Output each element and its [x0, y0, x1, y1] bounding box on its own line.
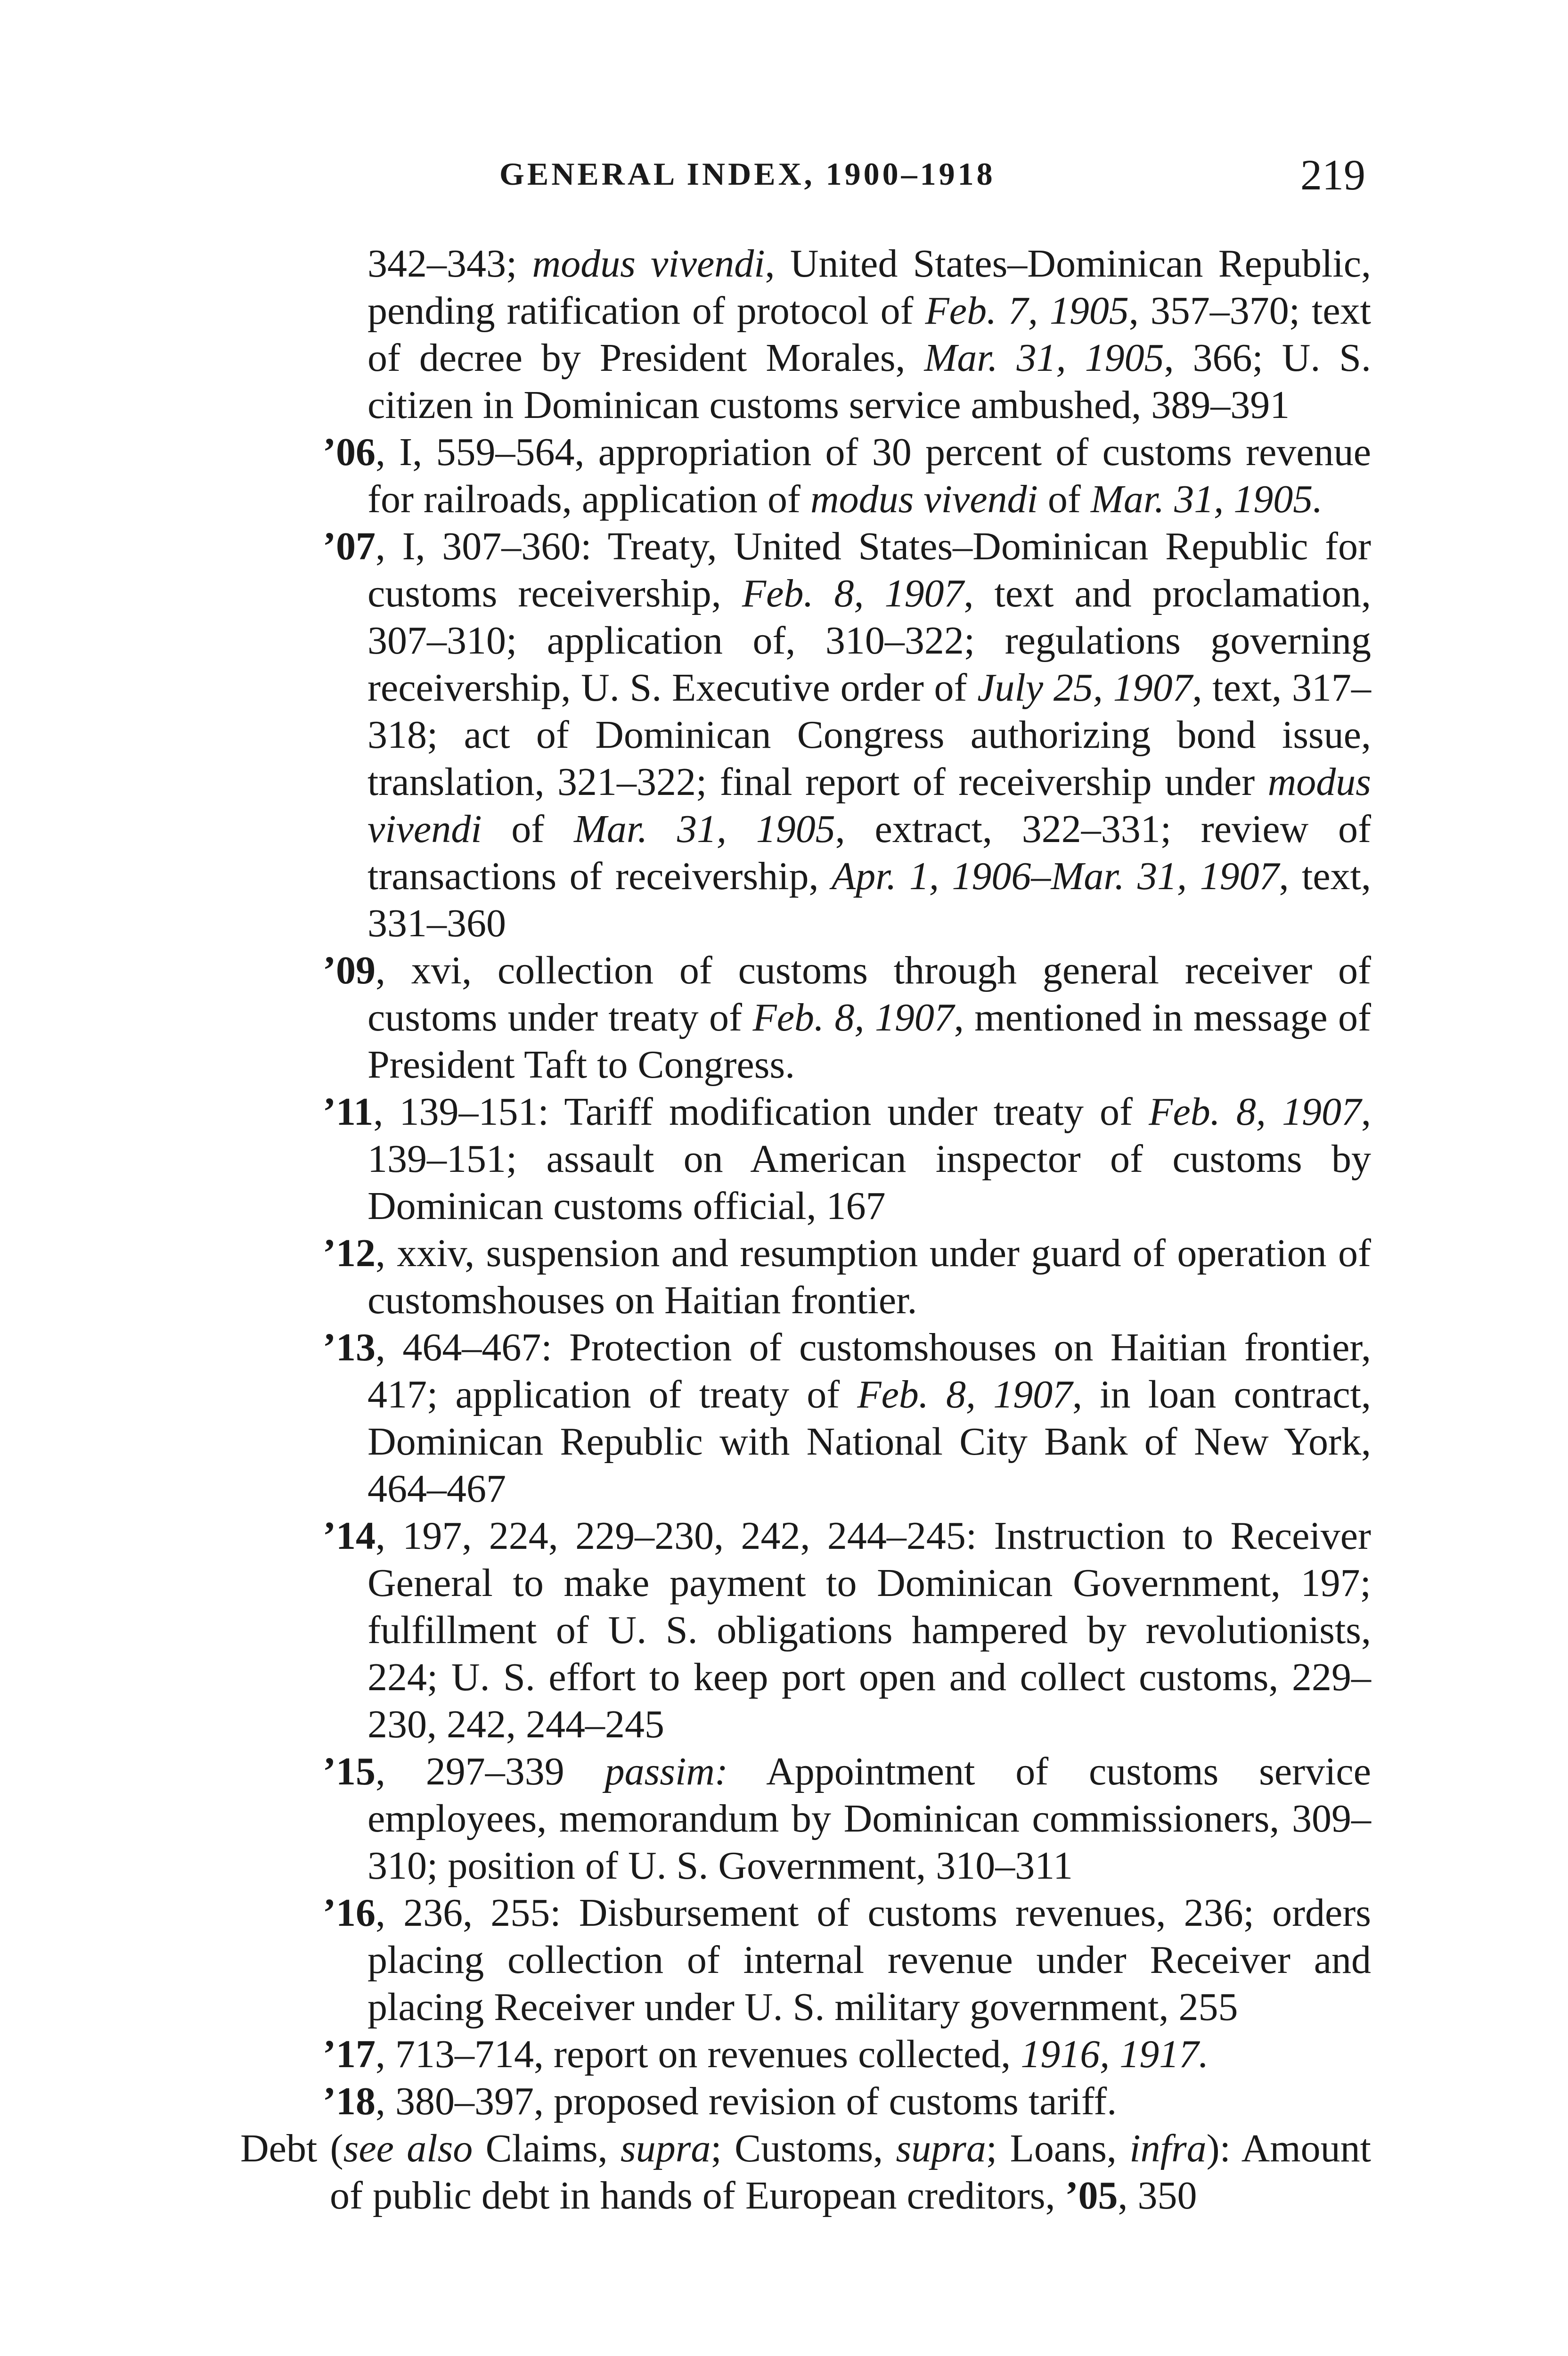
index-subentry-continued: 342–343; modus vivendi, United States–Dominican Republic, pending ratification of protocol of Feb. 7, 1905, 357–370; text of decree by President Morales, Mar. 31, 1905, 366; U. S. citizen in Dominican customs service ambushed, 389–391: [368, 242, 1372, 427]
page-number: 219: [1300, 151, 1365, 199]
running-head-title: GENERAL INDEX, 1900–1918: [499, 156, 996, 192]
index-subentry-1913: ’13, 464–467: Protection of customshouses on Haitian frontier, 417; application of treaty of Feb. 8, 1907, in loan contract, Dominican Republic with National City Bank of New York, 464–467: [323, 1325, 1371, 1511]
index-subentry-1916: ’16, 236, 255: Disbursement of customs revenues, 236; orders placing collection of internal revenue under Receiver and placing Receiver under U. S. military government, 255: [323, 1891, 1371, 2029]
index-subentry-1912: ’12, xxiv, suspension and resumption under guard of operation of customshouses on Haitian frontier.: [323, 1231, 1371, 1322]
index-subentry-1914: ’14, 197, 224, 229–230, 242, 244–245: Instruction to Receiver General to make payment to Dominican Government, 197; fulfillment of U. S. obligations hampered by revolutionists, 224; U. S. effort to keep port open and collect customs, 229–230, 242, 244–245: [323, 1514, 1371, 1746]
index-subentry-1907: ’07, I, 307–360: Treaty, United States–Dominican Republic for customs receivership, Feb. 8, 1907, text and proclamation, 307–310; application of, 310–322; regulations governing receivership, U. S. Executive order of July 25, 1907, text, 317–318; act of Dominican Congress authorizing bond issue, translation, 321–322; final report of receivership under modus vivendi of Mar. 31, 1905, extract, 322–331; review of transactions of receivership, Apr. 1, 1906–Mar. 31, 1907, text, 331–360: [323, 524, 1372, 945]
index-subentry-1917: ’17, 713–714, report on revenues collected, 1916, 1917.: [323, 2032, 1209, 2076]
index-subentry-1906: ’06, I, 559–564, appropriation of 30 percent of customs revenue for railroads, application of modus vivendi of Mar. 31, 1905.: [323, 430, 1371, 521]
index-subentry-1911: ’11, 139–151: Tariff modification under treaty of Feb. 8, 1907, 139–151; assault on American inspector of customs by Dominican customs official, 167: [323, 1090, 1371, 1228]
index-subentry-1918: ’18, 380–397, proposed revision of customs tariff.: [323, 2079, 1117, 2123]
index-subentry-1915: ’15, 297–339 passim: Appointment of customs service employees, memorandum by Dominican commissioners, 309–310; position of U. S. Government, 310–311: [323, 1750, 1371, 1888]
index-entry-debt: Debt (see also Claims, supra; Customs, supra; Loans, infra): Amount of public debt in hands of European creditors, ’05, 350: [240, 2127, 1372, 2217]
index-subentry-1909: ’09, xvi, collection of customs through general receiver of customs under treaty of Feb. 8, 1907, mentioned in message of President Taft to Congress.: [323, 949, 1372, 1087]
index-entries: [0, 240, 1568, 2219]
